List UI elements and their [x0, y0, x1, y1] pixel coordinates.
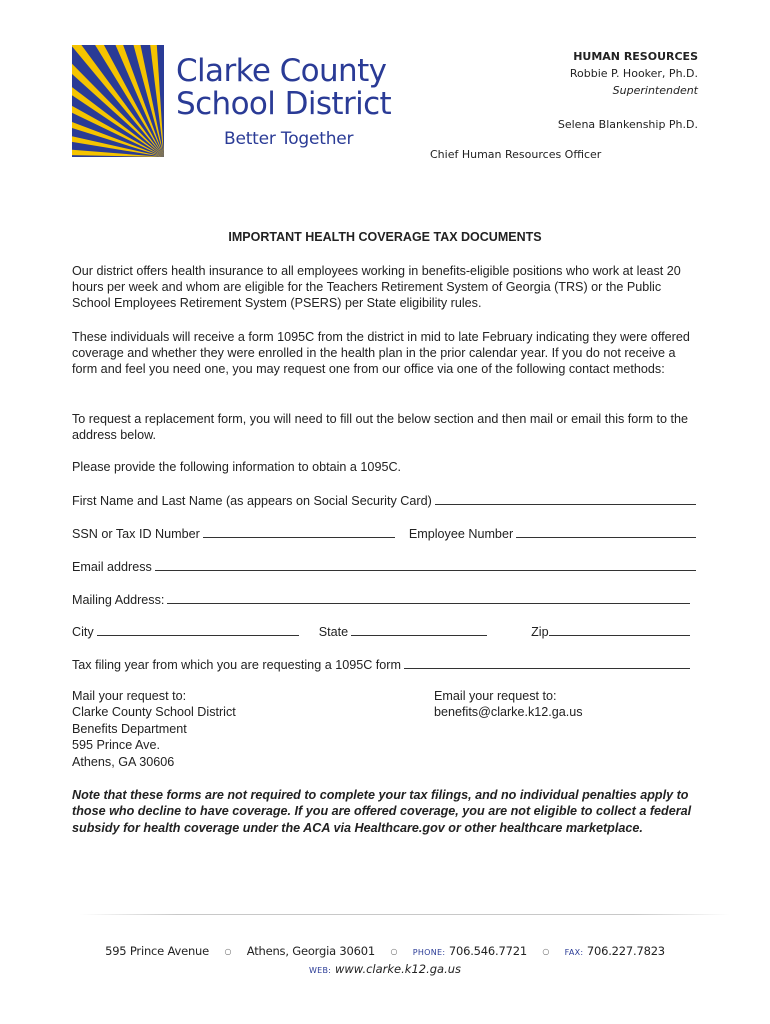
city-label: City: [72, 625, 94, 639]
email-field[interactable]: [155, 558, 696, 571]
employee-number-label: Employee Number: [408, 527, 514, 541]
footer-web-label: WEB:: [308, 966, 332, 975]
district-logo: [72, 45, 432, 157]
mail-line: Clarke County School District: [72, 705, 236, 720]
tax-year-field[interactable]: [404, 656, 690, 669]
cho-title: Chief Human Resources Officer: [430, 148, 602, 161]
mailing-address-row: [72, 591, 690, 609]
full-name-field[interactable]: [435, 492, 696, 505]
mail-line: 595 Prince Ave.: [72, 738, 160, 753]
city-state-zip-row: [72, 623, 690, 641]
footer-web-row: [0, 962, 770, 976]
mail-request-block: [72, 688, 236, 770]
department-title: HUMAN RESOURCES: [573, 50, 698, 63]
email-heading: Email your request to:: [434, 689, 557, 703]
city-field[interactable]: [97, 623, 299, 636]
zip-field[interactable]: [549, 623, 690, 636]
email-request-block: [434, 688, 583, 721]
state-label: State: [318, 625, 349, 639]
ssn-field[interactable]: [203, 525, 395, 538]
mail-heading: Mail your request to:: [72, 689, 187, 703]
mailing-address-label: Mailing Address:: [72, 593, 165, 607]
state-field[interactable]: [351, 623, 487, 636]
cho-name: Selena Blankenship Ph.D.: [557, 118, 698, 131]
tax-year-label: Tax filing year from which you are requesting a 1095C form: [72, 658, 401, 672]
superintendent-name: Robbie P. Hooker, Ph.D.: [569, 67, 698, 80]
circle-separator-icon: ○: [390, 947, 398, 956]
paragraph-eligibility: Our district offers health insurance to all employees working in benefits-eligible positions who work at least 20 hours per week and whom are eligible for the Teachers Retirement System of Georgia (TRS) or the Public School Employees Retirement System (PSERS) per State eligibility rules.: [72, 264, 681, 311]
ssn-employee-row: [72, 525, 696, 543]
mailing-address-field[interactable]: [167, 591, 690, 604]
superintendent-title: Superintendent: [612, 84, 698, 97]
footer-fax: 706.227.7823: [586, 944, 665, 958]
hr-contact-block: [558, 48, 698, 133]
full-name-row: [72, 492, 696, 510]
footer-contact: [0, 944, 770, 958]
footer-web-link[interactable]: www.clarke.k12.ga.us: [334, 962, 462, 976]
email-row: [72, 558, 696, 576]
footer-phone: 706.546.7721: [448, 944, 527, 958]
paragraph-provide-info: Please provide the following information to obtain a 1095C.: [72, 460, 402, 474]
email-label: Email address: [72, 560, 152, 574]
footer-divider: [80, 914, 730, 915]
district-name-line2: School District: [176, 86, 392, 122]
circle-separator-icon: ○: [542, 947, 550, 956]
district-name: [176, 55, 436, 121]
district-name-line1: Clarke County: [176, 53, 387, 89]
footer-phone-label: PHONE:: [412, 948, 446, 957]
circle-separator-icon: ○: [224, 947, 232, 956]
coverage-note: Note that these forms are not required to complete your tax filings, and no individual penalties apply to those who decline to have coverage. If you are offered coverage, you are not eligible to collect a federal subsidy for health coverage under the ACA via Healthcare.gov or other healthcare marketplace.: [72, 788, 692, 835]
mail-line: Athens, GA 30606: [72, 754, 175, 769]
mail-line: Benefits Department: [72, 721, 187, 736]
tax-year-row: [72, 656, 690, 674]
footer-city: Athens, Georgia 30601: [246, 944, 375, 958]
district-tagline: Better Together: [224, 129, 354, 149]
footer-fax-label: FAX:: [564, 948, 584, 957]
document-title: IMPORTANT HEALTH COVERAGE TAX DOCUMENTS: [228, 230, 542, 244]
full-name-label: First Name and Last Name (as appears on Social Security Card): [72, 494, 432, 508]
zip-label: Zip: [531, 625, 549, 639]
footer-street: 595 Prince Avenue: [105, 944, 210, 958]
sunburst-logo-icon: [72, 45, 164, 157]
paragraph-request-instructions: To request a replacement form, you will need to fill out the below section and then mail or email this form to the address below.: [72, 412, 689, 443]
paragraph-1095c-info: These individuals will receive a form 1095C from the district in mid to late February indicating they were offered coverage and whether they were enrolled in the health plan in the prior calendar year. If you do not receive a form and feel you need one, you may request one from our office via one of the following contact methods:: [72, 330, 690, 377]
email-address-link[interactable]: benefits@clarke.k12.ga.us: [434, 705, 583, 720]
employee-number-field[interactable]: [516, 525, 696, 538]
ssn-label: SSN or Tax ID Number: [72, 527, 200, 541]
